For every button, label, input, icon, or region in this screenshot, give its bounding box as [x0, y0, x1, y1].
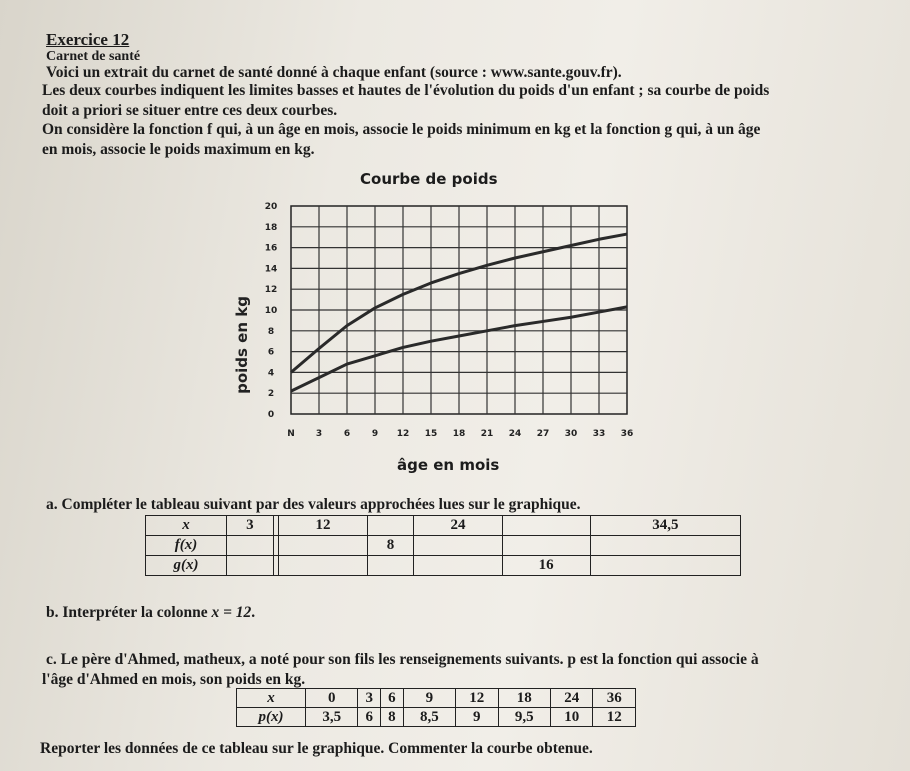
table-cell [502, 516, 590, 536]
table-cell: 18 [498, 689, 550, 708]
table-header-cell: x [237, 689, 306, 708]
table-f-g [145, 515, 741, 576]
chart-y-tick-label: 10 [264, 306, 278, 316]
chart-x-tick-label: 33 [592, 429, 606, 439]
intro-paragraph-2: Les deux courbes indiquent les limites basses et hautes de l'évolution du poids d'un enfant ; sa courbe de poids [42, 82, 770, 99]
chart-y-tick-label: 16 [264, 243, 278, 254]
chart-y-label: poids en kg [233, 296, 251, 394]
chart-x-tick-label: 15 [424, 429, 438, 439]
chart-x-tick-label: 18 [452, 429, 466, 439]
question-b-prefix: b. Interpréter la colonne [46, 604, 212, 621]
table-cell [227, 536, 274, 556]
chart-grid [291, 206, 627, 414]
chart-x-tick-label: 6 [343, 429, 351, 439]
table-cell: 16 [502, 556, 590, 576]
table-cell: 3,5 [306, 708, 358, 727]
chart-y-tick-label: 4 [267, 368, 275, 379]
intro-paragraph-5: en mois, associe le poids maximum en kg. [42, 141, 315, 158]
table-header-cell: g(x) [146, 556, 227, 576]
chart-y-tick-label: 6 [267, 347, 275, 358]
table-cell [279, 536, 367, 556]
table-row [237, 708, 636, 727]
table-cell [502, 536, 590, 556]
table-cell: 9,5 [498, 708, 550, 727]
table-row [237, 689, 636, 708]
chart-x-tick-label: 12 [396, 429, 410, 439]
table-header-cell: p(x) [237, 708, 306, 727]
exercise-title: Exercice 12 [46, 30, 130, 49]
question-b-math: x = 12 [211, 604, 252, 621]
chart-x-ticks [287, 429, 633, 439]
table-cell: 9 [403, 689, 455, 708]
chart-x-tick-label: 27 [536, 429, 550, 439]
table-cell: 3 [358, 689, 381, 708]
chart-y-tick-label: 18 [264, 222, 278, 233]
table-cell [590, 556, 740, 576]
chart-x-tick-label: N [287, 429, 295, 439]
table-cell: 12 [593, 708, 636, 727]
chart-x-tick-label: 21 [480, 429, 494, 439]
table-p [236, 688, 636, 727]
chart-x-tick-label: 36 [620, 429, 634, 439]
chart-y-tick-label: 12 [264, 285, 278, 296]
exercise-subtitle: Carnet de santé [46, 49, 141, 64]
intro-paragraph-1: Voici un extrait du carnet de santé donné à chaque enfant (source : www.sante.gouv.fr). [46, 64, 622, 81]
table-cell: 9 [456, 708, 498, 727]
table-header-cell: f(x) [146, 536, 227, 556]
table-cell: 12 [279, 516, 367, 536]
table-cell [227, 556, 274, 576]
question-c-line-1: c. Le père d'Ahmed, matheux, a noté pour son fils les renseignements suivants. p est la fonction qui associe à [46, 651, 759, 668]
chart-y-tick-label: 0 [267, 410, 275, 420]
table-row [146, 536, 741, 556]
question-a: a. Compléter le tableau suivant par des valeurs approchées lues sur le graphique. [46, 496, 581, 513]
chart-x-tick-label: 3 [315, 429, 323, 439]
intro-paragraph-3: doit a priori se situer entre ces deux courbes. [42, 102, 338, 119]
table-cell: 24 [414, 516, 502, 536]
question-b [46, 604, 255, 622]
table-cell [367, 556, 414, 576]
table-cell: 24 [550, 689, 592, 708]
chart-x-label: âge en mois [397, 456, 500, 474]
table-cell [590, 536, 740, 556]
table-cell [414, 536, 502, 556]
chart-title: Courbe de poids [360, 170, 498, 188]
chart-y-tick-label: 20 [264, 202, 278, 212]
table-cell: 36 [593, 689, 636, 708]
table-cell: 34,5 [590, 516, 740, 536]
table-cell [279, 556, 367, 576]
table-row [146, 556, 741, 576]
intro-paragraph-4: On considère la fonction f qui, à un âge en mois, associe le poids minimum en kg et la fonction g qui, à un âge [42, 121, 761, 138]
table-cell: 6 [358, 708, 381, 727]
chart-x-tick-label: 30 [564, 429, 578, 439]
table-cell [414, 556, 502, 576]
question-c-line-3: Reporter les données de ce tableau sur le graphique. Commenter la courbe obtenue. [40, 740, 593, 757]
question-c-line-2: l'âge d'Ahmed en mois, son poids en kg. [42, 671, 306, 688]
chart-y-tick-label: 14 [264, 264, 278, 275]
table-cell [367, 516, 414, 536]
table-row [146, 516, 741, 536]
table-cell: 8 [367, 536, 414, 556]
chart-x-tick-label: 24 [508, 429, 522, 439]
chart-x-tick-label: 9 [371, 429, 379, 439]
table-cell: 8 [381, 708, 404, 727]
weight-chart [225, 190, 645, 455]
question-b-suffix: . [251, 604, 256, 621]
table-cell: 3 [227, 516, 274, 536]
chart-y-tick-label: 2 [267, 389, 275, 400]
table-cell: 6 [381, 689, 404, 708]
table-cell: 0 [306, 689, 358, 708]
table-cell: 12 [456, 689, 498, 708]
table-cell: 10 [550, 708, 592, 727]
chart-y-ticks [265, 202, 278, 420]
chart-y-tick-label: 8 [267, 326, 275, 337]
table-cell: 8,5 [403, 708, 455, 727]
table-header-cell: x [146, 516, 227, 536]
